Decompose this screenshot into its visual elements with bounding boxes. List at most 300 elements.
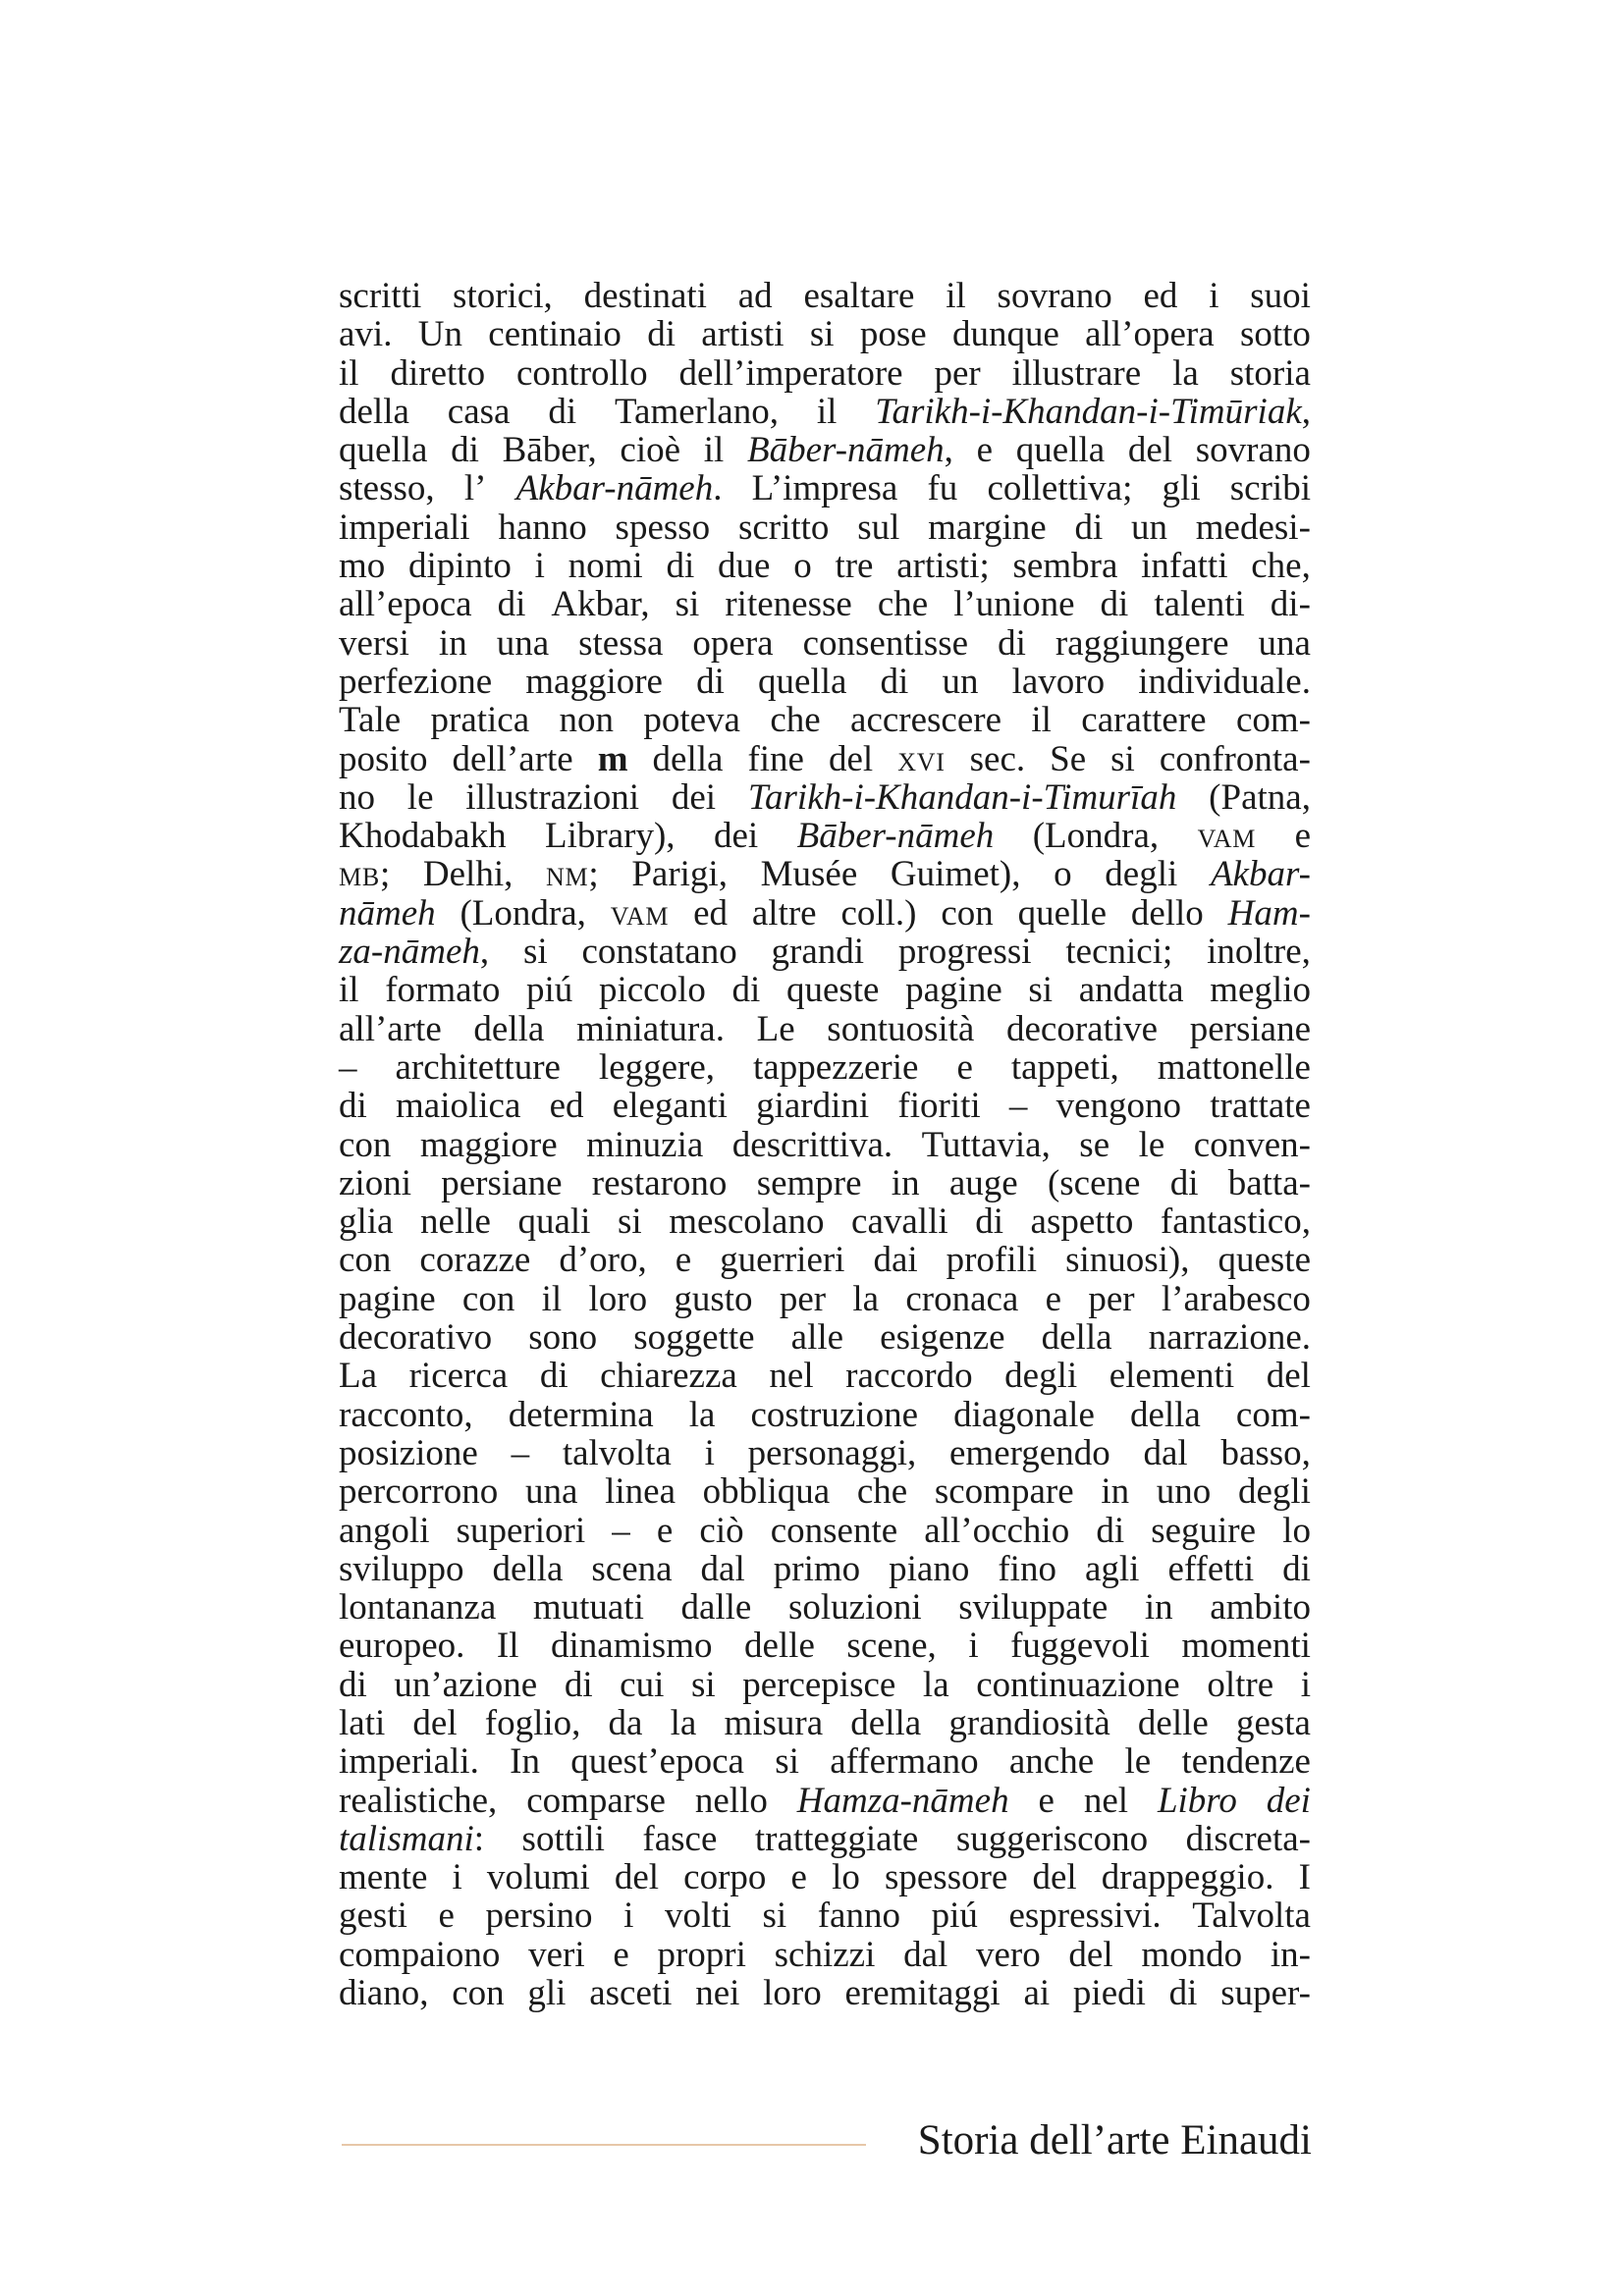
word-text: sembra: [1012, 546, 1118, 587]
word-text: Tamerlano,: [615, 391, 779, 432]
word: [797, 1782, 1009, 1820]
word: [609, 1704, 643, 1742]
text-line: [339, 1048, 1311, 1087]
word: [747, 431, 953, 469]
word-text: effetti: [1167, 1548, 1255, 1589]
text-line: [339, 1396, 1311, 1434]
word: [498, 508, 586, 547]
word-text: medesi-: [1195, 507, 1311, 548]
word: [653, 740, 724, 778]
word-text: raggiungere: [1055, 622, 1229, 664]
word-text: per: [779, 1278, 827, 1319]
word-text: auge: [948, 1162, 1018, 1203]
word: [1141, 547, 1227, 585]
word-text: se: [1079, 1124, 1110, 1165]
word: [599, 971, 706, 1009]
word-text: spessore: [884, 1857, 1008, 1898]
word-text: una: [496, 622, 550, 664]
word-text: della: [492, 1548, 564, 1589]
word: [613, 1087, 728, 1125]
word: [588, 1280, 647, 1318]
word: [953, 1396, 1095, 1434]
word-text: uno: [1156, 1471, 1212, 1513]
word-text: Guimet),: [890, 854, 1021, 895]
word: [905, 971, 1002, 1009]
word-text: la: [852, 1278, 880, 1319]
word: [1042, 1318, 1112, 1357]
word-text: di: [1169, 1162, 1199, 1203]
text-line: [339, 1202, 1311, 1241]
word: [339, 508, 470, 547]
word: [1259, 624, 1311, 663]
word: [750, 1396, 918, 1434]
word-text: chiarezza: [600, 1356, 737, 1397]
word-text: mente: [339, 1857, 428, 1898]
word: [857, 1472, 907, 1511]
word: [701, 1550, 745, 1588]
word: [797, 817, 995, 855]
word: [526, 1782, 666, 1820]
footer-rule: [342, 2144, 866, 2146]
word-text: dalle: [680, 1587, 752, 1629]
word: [339, 1974, 428, 2012]
word: [1230, 469, 1311, 507]
word: [550, 1087, 584, 1125]
word: [339, 1010, 442, 1048]
word-text: no: [339, 776, 375, 818]
word-text: non: [559, 700, 614, 741]
word-text: della: [850, 1702, 922, 1743]
word: [857, 508, 899, 547]
word-text: cronaca: [905, 1278, 1019, 1319]
word: [339, 778, 375, 817]
italic-word: za-nāmeh: [339, 932, 480, 973]
word-text: vero: [975, 1934, 1041, 1975]
word-text: i: [1300, 1664, 1311, 1705]
word-text: consentisse: [802, 622, 969, 664]
word: [803, 277, 914, 315]
word-text: di: [1100, 584, 1129, 625]
word: [462, 1280, 514, 1318]
smallcaps-word: mb: [339, 854, 380, 895]
word: [1161, 1202, 1311, 1241]
word: [757, 1164, 862, 1202]
word-text: com-: [1235, 700, 1311, 741]
word: [791, 1318, 843, 1357]
word: [692, 624, 773, 663]
word-text: la: [922, 1664, 949, 1705]
word: [840, 894, 916, 933]
word: [339, 1357, 377, 1395]
word: [775, 1936, 876, 1974]
word: [1065, 933, 1172, 971]
word-text: talenti: [1154, 584, 1245, 625]
word: [339, 1782, 497, 1820]
word-text: sviluppate: [958, 1587, 1109, 1629]
word-text: asceti: [589, 1973, 673, 2014]
word: [850, 1704, 921, 1742]
text-line: [339, 1010, 1311, 1048]
word: [704, 431, 725, 469]
word-text: fanno: [817, 1896, 900, 1937]
word: [1102, 1858, 1274, 1896]
word: [949, 1434, 1110, 1472]
word-text: scritto: [737, 507, 830, 548]
word: [339, 354, 359, 393]
word: [339, 1627, 464, 1665]
word-text: quest’epoca: [570, 1741, 744, 1783]
word-text: del: [614, 1857, 660, 1898]
word-text: propri: [657, 1934, 746, 1975]
word: [763, 1974, 822, 2012]
word-text: l’: [463, 468, 487, 509]
word-text: i: [452, 1857, 462, 1898]
word: [339, 1820, 484, 1858]
word-text: ritenesse: [725, 584, 852, 625]
word-text: stessa: [578, 622, 664, 664]
word-text: di: [666, 546, 695, 587]
word-text: e: [656, 1510, 674, 1551]
word: [522, 1820, 605, 1858]
word-text: comparse: [526, 1780, 666, 1821]
word-text: gli: [1162, 468, 1201, 509]
word: [845, 1974, 1001, 2012]
word-text: costruzione: [750, 1394, 918, 1435]
word: [1031, 1202, 1134, 1241]
word-text: nel: [1083, 1780, 1129, 1821]
text-line: [339, 547, 1311, 585]
word: [987, 469, 1132, 507]
word-text: per: [934, 352, 981, 394]
word: [394, 1666, 537, 1704]
word: [576, 1010, 725, 1048]
word-text: che: [856, 1471, 908, 1513]
word-text: corpo: [683, 1857, 767, 1898]
text-line: [339, 663, 1311, 701]
word-text: si: [675, 584, 700, 625]
word: [339, 1896, 407, 1935]
word: [780, 1280, 826, 1318]
word-text: –: [1008, 1086, 1028, 1127]
word: [1220, 1434, 1310, 1472]
word: [526, 971, 572, 1009]
word-text: fioriti: [897, 1086, 981, 1127]
word: [339, 1742, 479, 1781]
word: [1170, 1164, 1199, 1202]
word-text: avi.: [339, 314, 393, 355]
word: [695, 1974, 739, 2012]
word-text: perfezione: [339, 661, 493, 702]
word: [1011, 1048, 1119, 1087]
word: [339, 1936, 500, 1974]
word: [897, 1087, 980, 1125]
word-text: in-: [1270, 1934, 1311, 1975]
italic-word: Tarikh-i-Khandan-i-Timūriak: [875, 391, 1302, 432]
word-text: cioè: [620, 430, 681, 471]
word-text: della: [1041, 1317, 1112, 1359]
word: [1210, 971, 1311, 1009]
word-text: persiane: [1189, 1008, 1311, 1049]
italic-word: Akbar-: [1210, 854, 1311, 895]
word: [771, 1512, 897, 1550]
word-text: di: [1168, 1973, 1198, 2014]
word: [1138, 1704, 1209, 1742]
word: [732, 971, 761, 1009]
word: [1230, 354, 1311, 393]
word: [525, 663, 663, 701]
word: [1073, 1974, 1146, 2012]
word: [546, 855, 599, 893]
word: [881, 663, 909, 701]
word-text: e: [1294, 816, 1311, 857]
word-text: Parigi,: [631, 854, 728, 895]
word: [970, 740, 1026, 778]
word: [832, 1858, 860, 1896]
word-text: sovrano: [997, 276, 1112, 316]
word-text: lati: [339, 1702, 386, 1743]
word-text: ad: [737, 276, 773, 316]
text-line: [339, 1742, 1311, 1781]
word: [464, 469, 487, 507]
word: [1192, 1896, 1311, 1935]
word-text: volti: [664, 1896, 731, 1937]
word: [774, 1550, 860, 1588]
word: [1210, 1087, 1311, 1125]
smallcaps-word: nm: [546, 854, 589, 895]
word-text: ed: [549, 1086, 584, 1127]
word: [1028, 971, 1053, 1009]
text-line: [339, 701, 1311, 739]
word: [1158, 1782, 1237, 1820]
text-line: [339, 624, 1311, 663]
word: [503, 431, 597, 469]
word: [769, 1357, 813, 1395]
word: [1101, 585, 1129, 623]
word: [748, 778, 1177, 817]
word-text: angoli: [339, 1510, 430, 1551]
italic-word: Bāber-nāmeh: [747, 430, 945, 471]
word-text: del: [1266, 1356, 1311, 1397]
word: [339, 585, 472, 623]
word: [952, 315, 1059, 353]
text-line: [339, 817, 1311, 855]
word-text: scribi: [1229, 468, 1311, 509]
word: [516, 354, 648, 393]
word-text: dai: [873, 1240, 918, 1281]
word: [1151, 1512, 1256, 1550]
word-text: Tale: [339, 700, 402, 741]
word-text: due: [718, 546, 771, 587]
word: [788, 1588, 922, 1627]
word: [584, 277, 707, 315]
word-text: le: [1124, 1741, 1152, 1783]
word-text: delle: [1137, 1702, 1209, 1743]
word: [1109, 1357, 1234, 1395]
word-text: pagine: [905, 970, 1002, 1011]
word: [412, 1704, 457, 1742]
word-text: talvolta: [562, 1432, 672, 1473]
text-line: [339, 1550, 1311, 1588]
text-line: [339, 1087, 1311, 1125]
word-text: quali: [517, 1201, 591, 1243]
word-text: accrescere: [850, 700, 1002, 741]
text-line: [339, 1588, 1311, 1627]
word-text: all’arte: [339, 1008, 442, 1049]
italic-word: Tarikh-i-Khandan-i-Timurīah: [747, 776, 1177, 818]
word: [339, 547, 385, 585]
word-text: o: [1054, 854, 1072, 895]
word-text: dal: [1143, 1432, 1188, 1473]
word-text: e: [675, 1240, 692, 1281]
word: [1139, 1126, 1165, 1164]
word: [1154, 585, 1244, 623]
word: [1079, 1126, 1109, 1164]
word: [600, 1357, 737, 1395]
word-text: L’impresa: [751, 468, 898, 509]
word-text: mo: [339, 546, 386, 587]
word-text: nel: [769, 1356, 814, 1397]
word: [1013, 547, 1118, 585]
word: [1048, 1164, 1141, 1202]
word: [408, 547, 512, 585]
word: [581, 933, 736, 971]
word-text: centinaio: [488, 314, 622, 355]
word: [1158, 1048, 1311, 1087]
word-text: di: [339, 1086, 367, 1127]
word-text: sottili: [521, 1818, 605, 1859]
word-text: nei: [695, 1973, 740, 2014]
word: [696, 663, 725, 701]
word-text: artisti;: [896, 546, 990, 587]
word: [339, 1318, 492, 1357]
word-text: l’arabesco: [1161, 1278, 1311, 1319]
word-text: seguire: [1151, 1510, 1257, 1551]
word: [516, 469, 723, 507]
word-text: della: [1129, 1394, 1201, 1435]
word-text: alle: [790, 1317, 844, 1359]
word: [1101, 1472, 1129, 1511]
word: [1181, 1627, 1311, 1665]
word-text: piú: [931, 1896, 978, 1937]
word-text: posizione: [339, 1432, 478, 1473]
word: [1267, 1357, 1311, 1395]
word-text: tendenze: [1181, 1741, 1311, 1783]
word-text: un: [942, 661, 979, 702]
word: [1068, 1936, 1112, 1974]
word-text: con: [461, 1278, 515, 1319]
word: [738, 277, 773, 315]
word: [542, 1280, 563, 1318]
word-text: Delhi,: [422, 854, 514, 895]
word-text: e: [1045, 1278, 1062, 1319]
word-text: si: [775, 1741, 799, 1783]
word: [753, 1048, 918, 1087]
word-text: della: [339, 391, 409, 432]
word: [570, 1742, 744, 1781]
word: [457, 1512, 586, 1550]
word: [1210, 1588, 1311, 1627]
word: [852, 1280, 879, 1318]
word-text: pose: [859, 314, 927, 355]
text-line: [339, 1627, 1311, 1665]
word: [1207, 933, 1311, 971]
word-text: nomi: [568, 546, 643, 587]
word-text: lo: [1282, 1510, 1311, 1551]
word-text: di: [696, 661, 725, 702]
word: [512, 1434, 530, 1472]
text-line: [339, 1896, 1311, 1935]
word-text: persiane: [441, 1162, 563, 1203]
word: [1046, 1280, 1061, 1318]
word: [932, 1896, 978, 1935]
word-text: diano,: [339, 1973, 429, 2014]
word-text: batta-: [1227, 1162, 1311, 1203]
word: [762, 1896, 786, 1935]
word: [674, 1280, 752, 1318]
word: [892, 1164, 920, 1202]
word: [1088, 1280, 1134, 1318]
word-text: loro: [588, 1278, 648, 1319]
word: [431, 701, 530, 739]
word-text: del: [412, 1702, 458, 1743]
word: [1145, 1588, 1173, 1627]
word-text: fantastico,: [1160, 1201, 1311, 1243]
word-text: progressi: [897, 932, 1032, 973]
word-text: affermano: [830, 1741, 979, 1783]
word: [568, 547, 643, 585]
word-text: glia: [339, 1201, 394, 1243]
word: [1006, 1010, 1158, 1048]
word-text: Akbar,: [551, 584, 650, 625]
word: [691, 1666, 716, 1704]
word-text: com-: [1235, 1394, 1311, 1435]
word: [620, 1666, 664, 1704]
italic-word: talismani: [339, 1818, 474, 1859]
text-line: [339, 1126, 1311, 1164]
text-line: [339, 1357, 1311, 1395]
word: [1190, 1010, 1311, 1048]
word-text: drappeggio.: [1101, 1857, 1274, 1898]
word: [758, 663, 846, 701]
word: [591, 1550, 672, 1588]
word: [669, 1202, 824, 1241]
word-text: obbliqua: [702, 1471, 831, 1513]
word-text: compaiono: [339, 1934, 501, 1975]
word: [1186, 1820, 1311, 1858]
word: [1012, 663, 1106, 701]
word: [880, 1318, 1004, 1357]
word-text: narrazione.: [1148, 1317, 1311, 1359]
footer-title: Storia dell’arte Einaudi: [917, 2117, 1312, 2163]
text-line: [339, 1318, 1311, 1357]
text-line: [339, 778, 1311, 817]
word-text: eremitaggi: [844, 1973, 1001, 2014]
word: [631, 855, 728, 893]
word-text: il: [339, 970, 359, 1011]
word: [1018, 894, 1107, 933]
word-text: eleganti: [612, 1086, 728, 1127]
text-line: [339, 1820, 1311, 1858]
word: [407, 778, 434, 817]
word: [829, 740, 873, 778]
text-line: [339, 1704, 1311, 1742]
word: [453, 277, 553, 315]
word: [803, 624, 969, 663]
word-text: in: [438, 622, 467, 664]
word-text: si: [618, 1201, 642, 1243]
word: [642, 1820, 717, 1858]
word: [605, 1472, 676, 1511]
